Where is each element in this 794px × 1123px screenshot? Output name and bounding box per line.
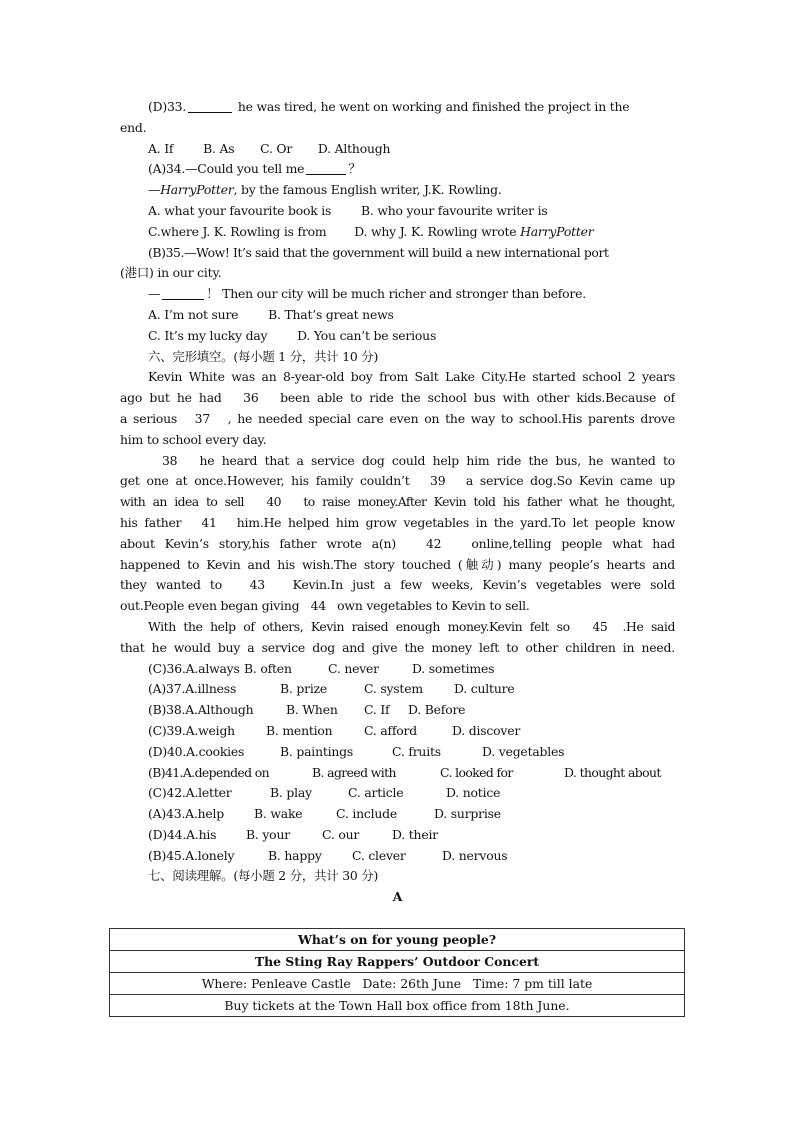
- cloze-option: D. Before: [408, 702, 466, 718]
- cloze-option: D. discover: [452, 722, 521, 738]
- q35-options-cd: [120, 326, 675, 347]
- passage-line: him to school every day.: [120, 431, 267, 447]
- cloze-option: D. vegetables: [482, 743, 565, 759]
- ad-details: Where: Penleave Castle Date: 26th June Time: 7 pm till late: [110, 973, 685, 995]
- cloze-question: [120, 846, 675, 867]
- q33-text: he was tired, he went on working and finished the project in the: [237, 99, 630, 114]
- cloze-option: D. culture: [454, 681, 515, 697]
- cloze-option: (A)43.A.help: [148, 806, 225, 822]
- passage-line: get one at once.However, his family couldn’t 39 a service dog.So Kevin came up: [120, 473, 675, 489]
- q33-options: [120, 139, 675, 160]
- q35-dash: —: [148, 286, 161, 302]
- q33-option: A. If: [148, 140, 174, 156]
- q35-options-ab: [120, 305, 675, 326]
- ad-event: The Sting Ray Rappers’ Outdoor Concert: [110, 951, 685, 973]
- q35-reply-text: ！ Then our city will be much richer and stronger than before.: [206, 286, 587, 302]
- cloze-question: [120, 721, 675, 742]
- passage-line: out.People even began giving 44 own vegetables to Kevin to sell.: [120, 598, 530, 614]
- cloze-option: (C)36.A.always: [148, 660, 240, 676]
- q34-options-cd: [120, 222, 675, 243]
- cloze-question: [120, 783, 675, 804]
- q34-option-c: C.where J. K. Rowling is from: [148, 223, 327, 239]
- q33-stem: [120, 97, 675, 118]
- cloze-option: (C)39.A.weigh: [148, 722, 235, 738]
- passage-line: his father 41 him.He helped him grow vegetables in the yard.To let people know: [120, 514, 675, 530]
- q34-stem: [120, 159, 675, 180]
- cloze-question: [120, 804, 675, 825]
- cloze-question: [120, 679, 675, 700]
- cloze-question: [120, 659, 675, 680]
- q35-option-d: D. You can’t be serious: [297, 327, 437, 343]
- q33-option: C. Or: [260, 140, 293, 156]
- cloze-option: D. thought about: [564, 764, 661, 780]
- q33-stem-cont: end.: [120, 119, 147, 135]
- cloze-option: D. sometimes: [412, 660, 495, 676]
- cloze-option: B. paintings: [280, 743, 354, 759]
- q34-answer: [120, 180, 675, 201]
- q33-blank: [188, 99, 232, 113]
- q33-option: B. As: [203, 140, 235, 156]
- passage-line: about Kevin’s story,his father wrote a(n) 42 online,telling people what had: [120, 535, 675, 551]
- cloze-option: C. include: [336, 806, 398, 822]
- ad-title: What’s on for young people?: [110, 929, 685, 951]
- cloze-option: (B)41.A.depended on: [148, 764, 270, 780]
- q33-number: (D)33.: [148, 99, 187, 114]
- cloze-option: (A)37.A.illness: [148, 681, 237, 697]
- cloze-question: [120, 825, 675, 846]
- q35-option-a: A. I’m not sure: [148, 306, 239, 322]
- cloze-option: B. happy: [268, 847, 322, 863]
- q34-option-d: D. why J. K. Rowling wrote: [354, 223, 521, 239]
- q35-stem: (B)35.—Wow! It’s said that the government will build a new international port: [148, 244, 609, 260]
- ad-tickets: Buy tickets at the Town Hall box office from 18th June.: [110, 995, 685, 1017]
- q33-option: D. Although: [317, 140, 391, 156]
- section6-heading: 六、完形填空。(每小题 1 分，共计 10 分): [148, 348, 379, 364]
- passage-line: with an idea to sell 40 to raise money.After Kevin told his father what he thought,: [120, 494, 675, 510]
- cloze-option: C. afford: [364, 722, 417, 738]
- passage-line: a serious 37 , he needed special care even on the way to school.His parents drove: [120, 410, 675, 426]
- q34-options-ab: [120, 201, 675, 222]
- q34-blank: [306, 161, 346, 175]
- cloze-option: C. system: [364, 681, 423, 697]
- cloze-option: (B)38.A.Although: [148, 702, 254, 718]
- q34-option-b: B. who your favourite writer is: [360, 202, 548, 218]
- cloze-option: C. clever: [352, 847, 406, 863]
- cloze-option: C. looked for: [440, 764, 513, 780]
- passage-line: they wanted to 43 Kevin.In just a few weeks, Kevin’s vegetables were sold: [120, 577, 675, 593]
- cloze-option: C. fruits: [392, 743, 441, 759]
- q35-reply: [120, 284, 675, 305]
- cloze-option: D. their: [392, 826, 438, 842]
- cloze-option: C. our: [322, 826, 360, 842]
- cloze-question: [120, 742, 675, 763]
- passage-line: that he would buy a service dog and give the money left to other children in need.: [120, 639, 675, 655]
- worksheet-page: [120, 97, 675, 908]
- event-ad-table: [109, 928, 685, 1017]
- cloze-option: C. article: [348, 785, 404, 801]
- passage-line: Kevin White was an 8-year-old boy from Salt Lake City.He started school 2 years: [148, 369, 675, 385]
- cloze-option: (D)40.A.cookies: [148, 743, 245, 759]
- cloze-option: D. notice: [446, 785, 501, 801]
- cloze-option: (B)45.A.lonely: [148, 847, 235, 863]
- cloze-option: C. never: [328, 660, 379, 676]
- cloze-option: B. prize: [280, 681, 328, 697]
- cloze-option: B. often: [244, 660, 292, 676]
- cloze-option: B. agreed with: [312, 764, 396, 780]
- q34-qmark: ？: [348, 161, 361, 177]
- cloze-option: D. surprise: [434, 806, 501, 822]
- q34-book-title: HarryPotter: [160, 182, 234, 198]
- q34-dash: —: [148, 182, 161, 198]
- q35-blank: [162, 286, 204, 300]
- passage-line: ago but he had 36 been able to ride the school bus with other kids.Because of: [120, 390, 675, 406]
- cloze-option: (D)44.A.his: [148, 826, 217, 842]
- cloze-option: B. mention: [266, 722, 333, 738]
- q35-option-c: C. It’s my lucky day: [148, 327, 268, 343]
- cloze-option: C. If: [364, 702, 390, 718]
- q34-option-d-title: HarryPotter: [520, 223, 594, 239]
- cloze-question: [120, 763, 675, 784]
- cloze-question: [120, 700, 675, 721]
- q34-answer-text: , by the famous English writer, J.K. Rowling.: [233, 182, 502, 198]
- cloze-option: B. When: [286, 702, 338, 718]
- passage-line: With the help of others, Kevin raised enough money.Kevin felt so 45 .He said: [148, 618, 675, 634]
- q34-question: (A)34.—Could you tell me: [148, 161, 305, 177]
- cloze-option: B. your: [246, 826, 290, 842]
- q35-option-b: B. That’s great news: [268, 306, 394, 322]
- section7-part-label: A: [392, 889, 403, 905]
- passage-line: happened to Kevin and his wish.The story touched (触动) many people’s hearts and: [120, 556, 675, 572]
- cloze-option: D. nervous: [442, 847, 508, 863]
- section7-heading: 七、阅读理解。(每小题 2 分，共计 30 分): [148, 868, 379, 884]
- cloze-option: (C)42.A.letter: [148, 785, 232, 801]
- q35-stem-cont: (港口) in our city.: [120, 265, 222, 281]
- cloze-option: B. play: [270, 785, 312, 801]
- cloze-option: B. wake: [254, 806, 303, 822]
- passage-line: 38 he heard that a service dog could help him ride the bus, he wanted to: [162, 452, 675, 468]
- q34-option-a: A. what your favourite book is: [148, 202, 332, 218]
